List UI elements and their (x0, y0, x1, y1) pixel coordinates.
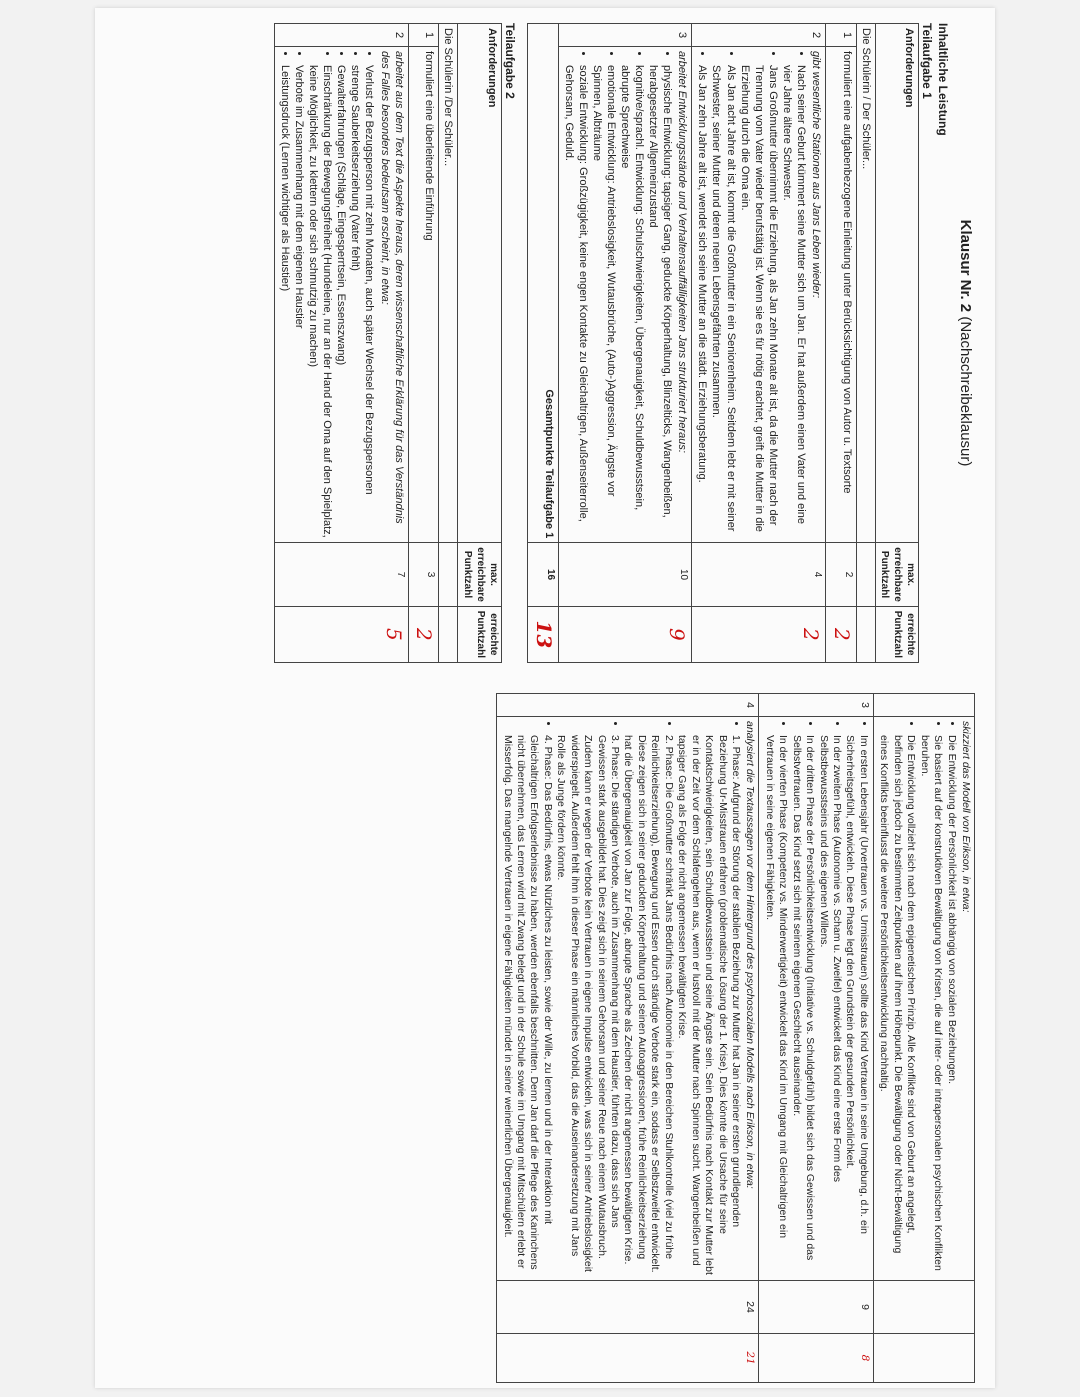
table-row: 1 formuliert eine aufgabenbezogene Einleitung unter Berücksichtigung von Autor u. Textsorte 2 2 (826, 24, 857, 663)
table-header-row: Anforderungen max. erreichbare Punktzahl erreichte Punktzahl (458, 24, 501, 663)
exam-title: Klausur Nr. 2 (Nachschreibeklausur) (957, 219, 974, 467)
handwritten-score: 2 (692, 606, 826, 662)
rotated-content (105, 13, 985, 1383)
handwritten-score: 21 (497, 1334, 759, 1383)
bullet-list: • 1. Phase: Aufgrund der Störung der stabilen Beziehung zur Mutter hat Jan in seiner ersten grundlegenden Beziehung Ur-Misstrauen erfahren (problematische Lösung der 1. Krise). Dies könnte die Ursache für seine Kontaktschwierigkeiten, sein Schuldbewusstsein und seine Ängste sein. Sein Bedürfnis nach Kontakt zur Mutter lebt er in der Zeit vor dem Schlafengehen aus, wenn er lustvoll mit der Mutter nach Spinnen sucht. Wangenbeißen und tapsiger Gang als Folge der nicht angemessen bewältigten Krise. • 2. Phase: Die Großmutter schränkt Jans Bedürfnis nach Autonomie in den Bereichen Stuhlkontrolle (viel zu frühe Reinlichkeitserziehung), Bewegung und Essen durch ständige Verbote stark ein, sodass er Selbstzweifel entwickelt. Diese zeigen sich in seiner geduckten Körperhaltung und seinen Autoaggressionen, frühe Reinlichkeitserziehung hat die Übergenauigkeit von Jan zur Folge, abrupte Sprache als Zeichen der nicht angemessen bewältigten Krise. • 3. Phase: Die ständigen Verbote, auch im Zusammenhang mit dem Haustier, führten dazu, dass sich Jans Gewissen stark ausgebildet hat. Dies zeigt sich in seinem Gehorsam und seiner Reue nach einem Wutausbruch. Zudem kann er wegen der Verbote kein Vertrauen in eigene Impulse entwickeln, was sich in seiner Antriebslosigkeit widerspiegelt. Außerdem fehlt ihm in dieser Phase ein männliches Vorbild, das die Auseinandersetzung mit Jans Rolle als Junge fördern könnte. • 4. Phase: Das Bedürfnis, etwas Nützliches zu leisten, sowie der Wille, zu lernen und in der Interaktion mit Gleichaltrigen Erfolgserlebnisse zu haben, werden ebenfalls beschnitten. Denn Jan darf die Pflege des Kaninchens nicht übernehmen, das Lernen wird mit Zwang belegt und in der Schule sowie im Umgang mit Mitschülern erlebt er Misserfolg. Das mangelnde Vertrauen in eigene Fähigkeiten mündet in seiner weinerlichen Übergenauigkeit. (500, 721, 742, 1276)
table-row: skizziert das Modell von Erikson, in etwa: • Die Entwicklung der Persönlichkeit ist abhängig von sozialen Beziehungen. • Sie basiert auf der konstruktiven Bewältigung von Krisen, die auf inter- oder intrapersonalen psychischen Konflikten beruhen. • Die Entwicklung vollzieht sich nach dem epigenetischen Prinzip. Alle Konflikte sind von Geburt an angelegt, befinden sich jedoch zu bestimmten Zeitpunkten auf ihrem Höhepunkt. Die Bewältigung oder Nicht-Bewältigung eines Konflikts beeinflusst die weitere Persönlichkeitsentwicklung nachhaltig. (873, 694, 974, 1383)
handwritten-score: 2 (826, 606, 857, 662)
bullet-list: • physische Entwicklung: tapsiger Gang, geduckte Körperhaltung, Blinzelticks, Wangenbeißen, herabgesetzter Allgemeinzustand • kognitive/sprachl. Entwicklung: Schulschwierigkeiten, Übergenauigkeit, Schuldbewusstsein, abrupte Sprechweise • emotionale Entwicklung: Antriebslosigkeit, Wutausbrüche, (Auto-)Aggression, Ängste vor Spinnen, Albträume • soziale Entwicklung: Großzügigkeit, keine engen Kontakte zu Gleichaltrigen, Außenseiterrolle, Gehorsam, Geduld. (562, 51, 675, 538)
bullet-list: • Verlust der Bezugsperson mit zehn Monaten, auch später Wechsel der Bezugspersonen • strenge Sauberkeitserziehung (Vater fehlt) • Gewalterfahrungen (Schläge, Eingesperrtsein, Essenszwang) • Einschränkung der Bewegungsfreiheit (Hundeleine, nur an der Hand der Oma auf den Spielplatz, keine Möglichkeit, zu klettern oder sich schmutzig zu machen) • Verbote im Zusammenhang mit dem eigenen Haustier • Leistungsdruck (Lernen wichtiger als Haustier) (278, 51, 377, 538)
bullet-list: • Die Entwicklung der Persönlichkeit ist abhängig von sozialen Beziehungen. • Sie basiert auf der konstruktiven Bewältigung von Krisen, die auf inter- oder intrapersonalen psychischen Konflikten beruhen. • Die Entwicklung vollzieht sich nach dem epigenetischen Prinzip. Alle Konflikte sind von Geburt an angelegt, befinden sich jedoch zu bestimmten Zeitpunkten auf ihrem Höhepunkt. Die Bewältigung oder Nicht-Bewältigung eines Konflikts beeinflusst die weitere Persönlichkeitsentwicklung nachhaltig. (877, 721, 958, 1276)
col-achieved-points: erreichte Punktzahl (875, 606, 918, 662)
table-row: 4 analysiert die Textaussagen vor dem Hintergrund des psychosozialen Modells nach Erikson, in etwa: • 1. Phase: Aufgrund der Störung der stabilen Beziehung zur Mutter hat Jan in seiner ersten grundlegenden Beziehung Ur-Misstrauen erfahren (problematische Lösung der 1. Krise). Dies könnte die Ursache für seine Kontaktschwierigkeiten, sein Schuldbewusstsein und seine Ängste sein. Sein Bedürfnis nach Kontakt zur Mutter lebt er in der Zeit vor dem Schlafengehen aus, wenn er lustvoll mit der Mutter nach Spinnen sucht. Wangenbeißen und tapsiger Gang als Folge der nicht angemessen bewältigten Krise. • 2. Phase: Die Großmutter schränkt Jans Bedürfnis nach Autonomie in den Bereichen Stuhlkontrolle (viel zu frühe Reinlichkeitserziehung), Bewegung und Essen durch ständige Verbote stark ein, sodass er Selbstzweifel entwickelt. Diese zeigen sich in seiner geduckten Körperhaltung und seinen Autoaggressionen, frühe Reinlichkeitserziehung hat die Übergenauigkeit von Jan zur Folge, abrupte Sprache als Zeichen der nicht angemessen bewältigten Krise. • 3. Phase: Die ständigen Verbote, auch im Zusammenhang mit dem Haustier, führten dazu, dass sich Jans Gewissen stark ausgebildet hat. Dies zeigt sich in seinem Gehorsam und seiner Reue nach einem Wutausbruch. Zudem kann er wegen der Verbote kein Vertrauen in eigene Impulse entwickeln, was sich in seiner Antriebslosigkeit widerspiegelt. Außerdem fehlt ihm in dieser Phase ein männliches Vorbild, das die Auseinandersetzung mit Jans Rolle als Junge fördern könnte. • 4. Phase: Das Bedürfnis, etwas Nützliches zu leisten, sowie der Wille, zu lernen und in der Interaktion mit Gleichaltrigen Erfolgserlebnisse zu haben, werden ebenfalls beschnitten. Denn Jan darf die Pflege des Kaninchens nicht übernehmen, das Lernen wird mit Zwang belegt und in der Schule sowie im Umgang mit Mitschülern erlebt er Misserfolg. Das mangelnde Vertrauen in eigene Fähigkeiten mündet in seiner weinerlichen Übergenauigkeit. 24 21 (497, 694, 759, 1383)
right-column (496, 693, 975, 1383)
task2-table (274, 23, 502, 663)
handwritten-score: 5 (274, 606, 408, 662)
task2-heading: Teilaufgabe 2 (503, 23, 518, 99)
task1-heading: Teilaufgabe 1 (920, 23, 935, 99)
handwritten-total: 13 (528, 606, 559, 662)
table-row: 3 • Im ersten Lebensjahr (Urvertrauen vs. Urmisstrauen) sollte das Kind Vertrauen in seine Umgebung, d.h. ein Sicherheitsgefühl, entwickeln. Diese Phase legt den Grundstein der gesunden Persönlichkeit. • In der zweiten Phase (Autonomie vs. Scham u. Zweifel) entwickelt das Kind eine erste Form des Selbstbewusstseins und des eigenen Willens. • In der dritten Phase der Persönlichkeitsentwicklung (Initiative vs. Schuldgefühl) bildet sich das Gewissen und das Selbstvertrauen. Das Kind setzt sich mit seinem eigenen Geschlecht auseinander. • In der vierten Phase (Kompetenz vs. Minderwertigkeit) entwickelt das Kind im Umgang mit Gleichaltrigen ein Vertrauen in seine eigenen Fähigkeiten. 9 8 (759, 694, 874, 1383)
table-row: Die Schülerin /Der Schüler... (439, 24, 458, 663)
table-row: 1 formuliert eine überleitende Einführung 3 2 (408, 24, 439, 663)
table-row: 2 arbeitet aus dem Text die Aspekte heraus, deren wissenschaftliche Erklärung für das Verständnis des Falles besonders bedeutsam erscheint, in etwa: • Verlust der Bezugsperson mit zehn Monaten, auch später Wechsel der Bezugspersonen • strenge Sauberkeitserziehung (Vater fehlt) • Gewalterfahrungen (Schläge, Eingesperrtsein, Essenszwang) • Einschränkung der Bewegungsfreiheit (Hundeleine, nur an der Hand der Oma auf den Spielplatz, keine Möglichkeit, zu klettern oder sich schmutzig zu machen) • Verbote im Zusammenhang mit dem eigenen Haustier • Leistungsdruck (Lernen wichtiger als Haustier) 7 5 (274, 24, 408, 663)
task2-continuation-table (496, 693, 975, 1383)
left-column (274, 23, 975, 663)
sum-row: Gesamtpunkte Teilaufgabe 1 16 13 (528, 24, 559, 663)
table-row: 3 arbeitet Entwicklungsstände und Verhaltensauffälligkeiten Jans strukturiert heraus: • physische Entwicklung: tapsiger Gang, geduckte Körperhaltung, Blinzelticks, Wangenbeißen, herabgesetzter Allgemeinzustand • kognitive/sprachl. Entwicklung: Schulschwierigkeiten, Übergenauigkeit, Schuldbewusstsein, abrupte Sprechweise • emotionale Entwicklung: Antriebslosigkeit, Wutausbrüche, (Auto-)Aggression, Ängste vor Spinnen, Albträume • soziale Entwicklung: Großzügigkeit, keine engen Kontakte zu Gleichaltrigen, Außenseiterrolle, Gehorsam, Geduld. 10 9 (558, 24, 692, 663)
scanned-page (95, 8, 995, 1388)
table-row: 2 gibt wesentliche Stationen aus Jans Leben wieder: • Nach seiner Geburt kümmert seine Mutter sich um Jan. Er hat außerdem einen Vater und eine vier Jahre ältere Schwester. • Jans Großmutter übernimmt die Erziehung, als Jan zehn Monate alt ist, da die Mutter nach der Trennung vom Vater wieder berufstätig ist. Wenn sie es für nötig erachtet, greift die Mutter in die Erziehung durch die Oma ein. • Als Jan acht Jahre alt ist, kommt die Großmutter in ein Seniorenheim. Seitdem lebt er mit seiner Schwester, seiner Mutter und deren neuen Lebensgefährten zusammen. • Als Jan zehn Jahre alt ist, wendet sich seine Mutter an die städt. Erziehungsberatung. 4 2 (692, 24, 826, 663)
handwritten-score: 8 (759, 1334, 874, 1383)
col-anforderungen: Anforderungen (875, 24, 918, 543)
handwritten-score: 9 (558, 606, 692, 662)
col-max-points: max. erreichbare Punktzahl (875, 543, 918, 606)
section-heading: Inhaltliche Leistung (935, 23, 950, 136)
task1-table (527, 23, 919, 663)
handwritten-score: 2 (408, 606, 439, 662)
bullet-list: • Nach seiner Geburt kümmert seine Mutter sich um Jan. Er hat außerdem einen Vater und eine vier Jahre ältere Schwester. • Jans Großmutter übernimmt die Erziehung, als Jan zehn Monate alt ist, da die Mutter nach der Trennung vom Vater wieder berufstätig ist. Wenn sie es für nötig erachtet, greift die Mutter in die Erziehung durch die Oma ein. • Als Jan acht Jahre alt ist, kommt die Großmutter in ein Seniorenheim. Seitdem lebt er mit seiner Schwester, seiner Mutter und deren neuen Lebensgefährten zusammen. • Als Jan zehn Jahre alt ist, wendet sich seine Mutter an die städt. Erziehungsberatung. (695, 51, 808, 538)
table-row: Die Schülerin / Der Schüler... (856, 24, 875, 663)
bullet-list: • Im ersten Lebensjahr (Urvertrauen vs. Urmisstrauen) sollte das Kind Vertrauen in seine Umgebung, d.h. ein Sicherheitsgefühl, entwickeln. Diese Phase legt den Grundstein der gesunden Persönlichkeit. • In der zweiten Phase (Autonomie vs. Scham u. Zweifel) entwickelt das Kind eine erste Form des Selbstbewusstseins und des eigenen Willens. • In der dritten Phase der Persönlichkeitsentwicklung (Initiative vs. Schuldgefühl) bildet sich das Gewissen und das Selbstvertrauen. Das Kind setzt sich mit seinem eigenen Geschlecht auseinander. • In der vierten Phase (Kompetenz vs. Minderwertigkeit) entwickelt das Kind im Umgang mit Gleichaltrigen ein Vertrauen in seine eigenen Fähigkeiten. (762, 721, 870, 1276)
table-header-row (875, 24, 918, 663)
